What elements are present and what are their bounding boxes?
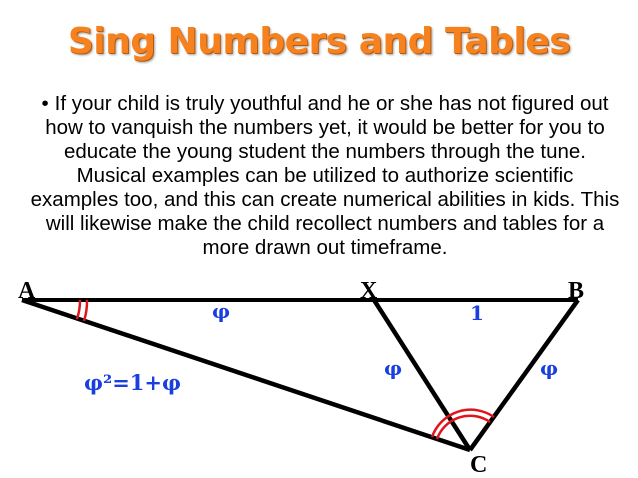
segment-xb-label: 1	[470, 301, 484, 325]
segment-ax-label: φ	[212, 299, 231, 323]
segment-bc-label: φ	[540, 356, 559, 380]
line-bc	[470, 300, 578, 450]
bullet-paragraph	[30, 92, 620, 260]
golden-triangle-diagram	[0, 276, 638, 478]
vertex-x-label: X	[360, 278, 378, 304]
vertex-b-label: B	[568, 278, 585, 304]
bullet-text: If your child is truly youthful and he or she has not figured out how to vanquish the numbers yet, it would be better for you to educate the young student the numbers through the tune. Musical examples can be utilized to authorize scientific examples too, and this can create numerical abilities in kids. This will likewise make the child recollect numbers and tables for a more drawn out timeframe.	[30, 92, 620, 259]
segment-ac-equation: φ²=1+φ	[84, 370, 182, 395]
angle-mark-c	[432, 410, 494, 439]
bullet-marker: •	[41, 92, 49, 115]
slide-title: Sing Numbers and Tables	[67, 21, 571, 62]
vertex-c-label: C	[470, 452, 488, 478]
vertex-a-label: A	[18, 278, 36, 304]
segment-xc-label: φ	[384, 356, 403, 380]
